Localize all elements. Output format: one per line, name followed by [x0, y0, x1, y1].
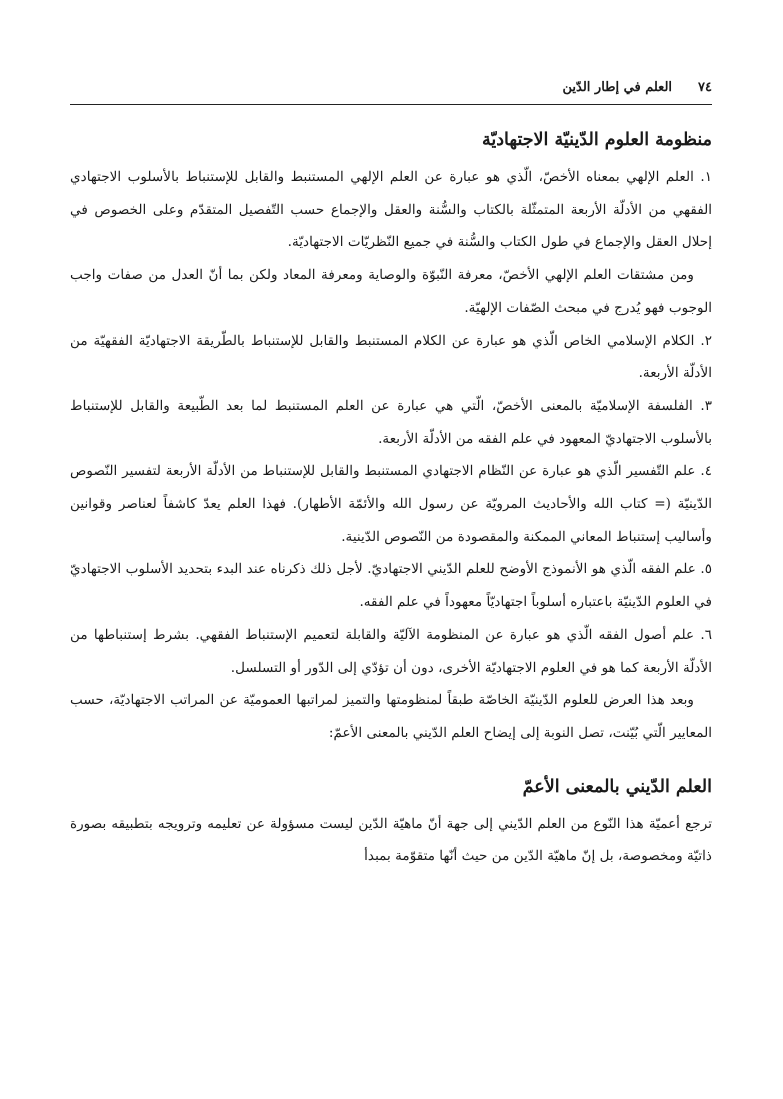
paragraph-body: ترجع أعميّة هذا النّوع من العلم الدّيني إلى جهة أنّ ماهيّة الدّين ليست مسؤولة عن تعليمه وترويجه بتطبيقه بصورة ذاتيّة ومخصوصة، بل إنّ ماهيّة الدّين من حيث أنّها متقوّمة بمبدأ	[70, 815, 712, 865]
running-head-title: العلم في إطار الدّين	[562, 80, 673, 95]
paragraph-item-5: ٥. علم الفقه الّذي هو الأنموذج الأوضح للعلم الدّيني الاجتهاديّ. لأجل ذلك ذكرناه عند البدء بتحديد الأسلوب الاجتهاديّ في العلوم الدّينيّة باعتباره أسلوباً اجتهاديّاً معهوداً في علم الفقه.	[70, 561, 712, 611]
paragraph-item-3: ٣. الفلسفة الإسلاميّة بالمعنى الأخصّ، الّتي هي عبارة عن العلم المستنبط لما بعد الطّبيعة والقابل للإستنباط بالأسلوب الاجتهاديّ المعهود في علم الفقه من الأدلّة الأربعة.	[70, 397, 712, 447]
section-title: منظومة العلوم الدّينيّة الاجتهاديّة	[482, 130, 712, 150]
paragraph-conclusion: وبعد هذا العرض للعلوم الدّينيّة الخاصّة طبقاً لمنظومتها والتميز لمراتبها العموميّة عن المراتب الاجتهاديّة، حسب المعايير الّتي بُيّنت، تصل النوبة إلى إيضاح العلم الدّيني بالمعنى الأعمّ:	[70, 692, 712, 741]
paragraph-item-6: ٦. علم أصول الفقه الّذي هو عبارة عن المنظومة الآليّة والقابلة لتعميم الإستنباط الفقهي. بشرط إستنباطها من الأدلّة الأربعة كما هو في العلوم الاجتهاديّة الأخرى، دون أن تؤدّي إلى الدّور أو التسلسل.	[70, 626, 712, 676]
paragraph-item-1: ١. العلم الإلهي بمعناه الأخصّ، الّذي هو عبارة عن العلم الإلهي المستنبط والقابل للإستنباط بالأسلوب الاجتهادي الفقهي من الأدلّة الأربعة المتمثّلة بالكتاب والسُّنة والعقل والإجماع حسب التّفصيل المتقدّم وعلى الخصوص في إحلال العقل والإجماع في طول الكتاب والسُّنة في جميع النّظريّات الاجتهاديّة.	[70, 169, 712, 251]
page	[70, 80, 712, 873]
running-head	[70, 80, 712, 104]
paragraph-item-4: ٤. علم التّفسير الّذي هو عبارة عن النّظام الاجتهادي المستنبط والقابل للإستنباط من الأدلّة الأربعة لتفسير النّصوص الدّينيّة (= كتاب الله والأحاديث المرويّة عن رسول الله والأئمّة الأطهار). فهذا العلم يعدّ كاشفاً لعناصر وقوانين وأساليب إستنباط المعاني الممكنة والمقصودة من النّصوص الدّينية.	[70, 463, 712, 545]
paragraph-note: ومن مشتقات العلم الإلهي الأخصّ، معرفة النّبوّة والوصاية ومعرفة المعاد ولكن بما أنّ العدل من صفات واجب الوجوب فهو يُدرج في مبحث الصّفات الإلهيّة.	[70, 267, 712, 316]
section-title-2: العلم الدّيني بالمعنى الأعمّ	[522, 776, 712, 797]
header-rule	[70, 104, 712, 105]
page-number: ٧٤	[698, 80, 712, 95]
paragraph-item-2: ٢. الكلام الإسلامي الخاص الّذي هو عبارة عن الكلام المستنبط والقابل للإستنباط بالطّريقة الاجتهاديّة الفقهيّة من الأدلّة الأربعة.	[70, 332, 712, 382]
